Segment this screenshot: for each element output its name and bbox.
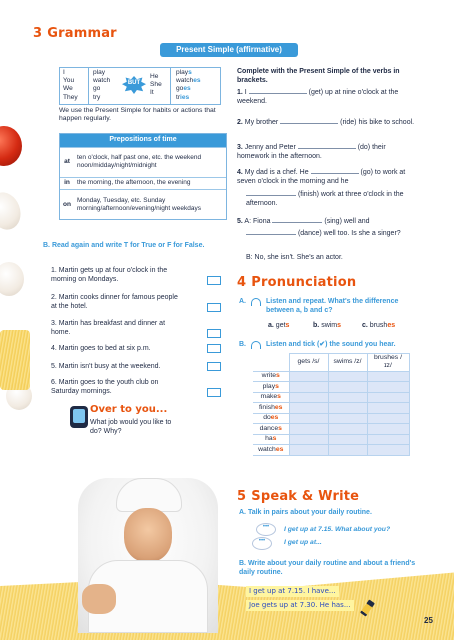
pron-a-label: A. — [239, 298, 246, 305]
word-stem: make — [260, 393, 278, 401]
tick-cell[interactable] — [367, 403, 409, 414]
verb-ending: es — [193, 77, 201, 85]
column-header: gets /s/ — [289, 354, 328, 372]
grammar-note: We use the Present Simple for habits or actions that happen regularly. — [59, 107, 216, 123]
third-verb — [176, 69, 216, 77]
tick-cell[interactable] — [367, 371, 409, 382]
item-post: (go) to work at seven o'clock in the morning and he — [237, 169, 406, 186]
answer-blank[interactable] — [280, 123, 338, 124]
item-number: 1. — [51, 267, 57, 274]
item-number: 6. — [51, 379, 57, 386]
answer-blank[interactable] — [246, 234, 296, 235]
chef-hat — [116, 478, 182, 512]
pron-b-text: Listen and tick (✔) the sound you hear. — [266, 341, 396, 348]
chef-hand — [82, 584, 116, 614]
speech-bubble-icon: ••• — [252, 537, 272, 550]
exercise-a-title: Complete with the Present Simple of the verbs in brackets. — [237, 68, 400, 84]
pron-example — [313, 321, 341, 330]
tf-item — [51, 293, 181, 312]
item-text: Martin cooks dinner for famous people at the hotel. — [51, 294, 178, 311]
tick-cell[interactable] — [328, 403, 367, 414]
headphones-icon[interactable] — [251, 341, 261, 349]
section-title-speak-write — [237, 489, 359, 505]
example-stem: brush — [369, 322, 388, 329]
base-verb: try — [93, 93, 101, 101]
example-label: a. — [268, 322, 274, 329]
example-ending: s — [285, 322, 290, 329]
example-ending: es — [387, 322, 396, 329]
over-to-you-icon — [70, 406, 88, 428]
third-pronoun-col — [150, 73, 170, 98]
tf-answer-box[interactable] — [207, 344, 221, 353]
pron-row — [253, 382, 409, 393]
section-number: 3 — [33, 26, 43, 41]
item-post: (dance) well too. Is she a singer? — [297, 230, 401, 237]
word-ending: es — [274, 403, 283, 411]
tf-answer-box[interactable] — [207, 276, 221, 285]
verb-ending: es — [183, 85, 191, 93]
pron-row — [253, 403, 409, 414]
word-ending: s — [277, 393, 281, 401]
item-post: (sing) well and — [324, 218, 370, 225]
pronoun: I — [63, 69, 65, 76]
prep-row — [60, 189, 226, 219]
base-verb: watch — [93, 77, 111, 85]
item-number: 4. — [237, 169, 243, 176]
pron-word — [253, 424, 289, 435]
complete-item — [237, 168, 417, 187]
verb-stem: watch — [176, 77, 194, 85]
tick-cell[interactable] — [367, 434, 409, 445]
tick-cell[interactable] — [289, 392, 328, 403]
word-ending: s — [275, 382, 279, 390]
tf-item — [51, 362, 191, 371]
speak-b-text: B. Write about your daily routine and about a friend's daily routine. — [239, 560, 416, 576]
pron-b-label: B. — [239, 341, 246, 348]
tick-cell[interactable] — [328, 371, 367, 382]
prep-word: on — [60, 189, 74, 219]
complete-item — [237, 118, 415, 127]
tick-cell[interactable] — [367, 413, 409, 424]
section-number: 4 — [237, 275, 247, 290]
word-ending: s — [276, 372, 280, 380]
page-number: 25 — [424, 616, 433, 625]
pron-example — [362, 321, 395, 330]
tick-cell[interactable] — [328, 392, 367, 403]
item-number: 1. — [237, 89, 243, 96]
answer-blank[interactable] — [311, 173, 359, 174]
verb-stem: play — [176, 69, 189, 76]
tomato-image — [0, 126, 22, 166]
item-post: (do) their homework in the afternoon. — [237, 144, 386, 161]
tf-answer-box[interactable] — [207, 362, 221, 371]
grammar-banner: Present Simple (affirmative) — [160, 43, 298, 57]
answer-blank[interactable] — [249, 93, 307, 94]
base-verb-col — [93, 69, 121, 102]
pron-row — [253, 424, 409, 435]
exercise-b-title: B. Read again and write T for True or F for False. — [43, 242, 205, 249]
word-stem: do — [263, 414, 271, 422]
chef-photo — [78, 478, 218, 633]
pron-word — [253, 382, 289, 393]
third-verb-col — [176, 69, 216, 102]
verb-stem: go — [176, 85, 184, 93]
pron-a-text: Listen and repeat. What's the difference between a, b and c? — [266, 298, 399, 314]
speak-a-text: A. Talk in pairs about your daily routine. — [239, 509, 372, 516]
item-pre: My brother — [244, 119, 279, 126]
prep-word: at — [60, 147, 74, 177]
pronoun: They — [63, 93, 78, 101]
pron-word — [253, 445, 289, 456]
prep-row — [60, 177, 226, 189]
pron-word — [253, 403, 289, 414]
verb-ending: ies — [180, 93, 190, 101]
pron-word — [253, 413, 289, 424]
word-stem: dance — [259, 424, 279, 432]
phone-screen — [73, 409, 85, 423]
empty-header — [253, 354, 289, 372]
complete-item — [237, 143, 415, 162]
tick-cell[interactable] — [289, 382, 328, 393]
item-text: Martin isn't busy at the weekend. — [58, 363, 161, 370]
pronoun: He — [150, 73, 159, 80]
prepositions-table — [60, 147, 226, 220]
speech-bubble-text-1: I get up at 7.15. What about you? — [284, 526, 391, 533]
tick-cell[interactable] — [289, 371, 328, 382]
chef-face — [124, 508, 172, 562]
over-to-you-title: Over to you... — [90, 404, 168, 415]
answer-line: B: No, she isn't. She's an actor. — [246, 254, 343, 261]
section-title-text: Grammar — [47, 26, 117, 41]
tf-answer-box[interactable] — [207, 303, 221, 312]
pronoun: It — [150, 89, 154, 97]
tick-cell[interactable] — [289, 445, 328, 456]
word-ending: s — [278, 424, 282, 432]
egg-image — [0, 188, 26, 234]
complete-item — [237, 88, 415, 107]
pron-row — [253, 445, 409, 456]
pron-row — [253, 392, 409, 403]
pron-example — [268, 321, 289, 330]
garlic-image — [0, 262, 24, 296]
prep-usage: the morning, the afternoon, the evening — [74, 177, 226, 189]
tick-cell[interactable] — [367, 392, 409, 403]
verb-ending: s — [188, 69, 192, 76]
complete-item — [246, 229, 406, 238]
item-text: Martin goes to the youth club on Saturday mornings. — [51, 379, 159, 396]
tick-cell[interactable] — [367, 382, 409, 393]
item-number: 3. — [51, 320, 57, 327]
word-ending: es — [270, 414, 279, 422]
base-verb: go — [93, 85, 101, 93]
word-stem: finish — [259, 403, 275, 411]
tick-cell[interactable] — [367, 445, 409, 456]
section-title-grammar — [33, 26, 117, 42]
prepositions-title: Prepositions of time — [60, 134, 226, 147]
word-ending: es — [275, 445, 284, 453]
speech-bubble-text-2: I get up at... — [284, 539, 322, 546]
tf-item — [51, 344, 181, 353]
but-label: BUT — [127, 80, 141, 86]
pronoun-col — [63, 69, 87, 102]
third-verb — [176, 94, 216, 102]
spaghetti-image — [0, 330, 30, 390]
over-to-you-question: What job would you like to do? Why? — [90, 419, 172, 436]
tick-cell[interactable] — [328, 413, 367, 424]
verb-stem: tr — [176, 93, 181, 101]
pronoun: She — [150, 81, 162, 89]
word-stem: write — [261, 372, 277, 380]
item-pre: My dad is a chef. He — [244, 169, 309, 176]
prep-usage: ten o'clock, half past one, etc. the weekend noon/midday/night/midnight — [74, 147, 226, 177]
section-number: 5 — [237, 489, 247, 504]
pronoun: We — [63, 85, 73, 93]
pron-word — [253, 392, 289, 403]
third-verb — [176, 77, 216, 85]
pron-word — [253, 434, 289, 445]
item-pre: I — [244, 89, 247, 96]
item-number: 3. — [237, 144, 243, 151]
item-pre: A: Fiona — [244, 218, 271, 225]
item-text: Martin gets up at four o'clock in the morning on Mondays. — [51, 267, 168, 284]
word-stem: play — [262, 382, 276, 390]
section-title-text: Pronunciation — [251, 275, 357, 290]
tick-cell[interactable] — [328, 382, 367, 393]
column-header: swims /z/ — [328, 354, 367, 372]
section-title-text: Speak & Write — [251, 489, 360, 504]
handwriting-line-1: I get up at 7.15. I have... — [246, 586, 339, 597]
pron-row — [253, 371, 409, 382]
prep-usage: Monday, Tuesday, etc. Sunday morning/afternoon/evening/night weekdays — [74, 189, 226, 219]
pron-row — [253, 434, 409, 445]
column-header: brushes /ɪz/ — [367, 354, 409, 372]
complete-item — [237, 217, 415, 226]
example-label: b. — [313, 322, 320, 329]
item-post: (ride) his bike to school. — [340, 119, 415, 126]
item-number: 2. — [51, 294, 57, 301]
answer-blank[interactable] — [298, 148, 356, 149]
item-post: (finish) work at three o'clock in the afternoon. — [246, 191, 404, 208]
answer-blank[interactable] — [272, 222, 322, 223]
example-ending: s — [337, 322, 342, 329]
pron-row — [253, 413, 409, 424]
prep-word: in — [60, 177, 74, 189]
tf-answer-box[interactable] — [207, 388, 221, 397]
tick-cell[interactable] — [367, 424, 409, 435]
word-stem: ha — [265, 435, 273, 443]
tf-item — [51, 319, 181, 338]
conjugation-table — [59, 67, 221, 105]
word-stem: watch — [258, 445, 276, 453]
example-stem: swim — [321, 322, 338, 329]
pronoun: You — [63, 77, 75, 85]
tick-cell[interactable] — [289, 413, 328, 424]
tick-cell[interactable] — [328, 424, 367, 435]
section-title-pronunciation — [237, 275, 356, 291]
example-stem: get — [275, 322, 286, 329]
divider — [88, 68, 89, 104]
item-number: 4. — [51, 345, 57, 352]
handwriting-line-2: Joe gets up at 7.30. He has... — [246, 600, 354, 611]
headphones-icon[interactable] — [251, 298, 261, 306]
tf-item — [51, 378, 181, 397]
prep-row — [60, 147, 226, 177]
complete-item — [246, 190, 416, 209]
divider — [170, 68, 171, 104]
tick-cell[interactable] — [289, 424, 328, 435]
prepositions-box — [59, 133, 227, 220]
base-verb: play — [93, 69, 106, 76]
item-post: (get) up at nine o'clock at the weekend. — [237, 89, 399, 106]
pronunciation-table — [253, 353, 410, 456]
pron-word — [253, 371, 289, 382]
item-number: 2. — [237, 119, 243, 126]
tick-cell[interactable] — [289, 403, 328, 414]
item-number: 5. — [51, 363, 57, 370]
third-verb — [176, 85, 216, 93]
word-ending: s — [272, 435, 277, 443]
item-text: Martin has breakfast and dinner at home. — [51, 320, 166, 337]
item-text: Martin goes to bed at six p.m. — [58, 345, 151, 352]
tick-cell[interactable] — [328, 445, 367, 456]
tf-item — [51, 266, 181, 285]
item-pre: Jenny and Peter — [244, 144, 296, 151]
example-label: c. — [362, 322, 368, 329]
pron-header-row — [253, 354, 409, 372]
answer-blank[interactable] — [246, 195, 296, 196]
tick-cell[interactable] — [289, 434, 328, 445]
item-number: 5. — [237, 218, 243, 225]
speech-bubble-icon: ••• — [256, 523, 276, 536]
tick-cell[interactable] — [328, 434, 367, 445]
tf-answer-box[interactable] — [207, 329, 221, 338]
